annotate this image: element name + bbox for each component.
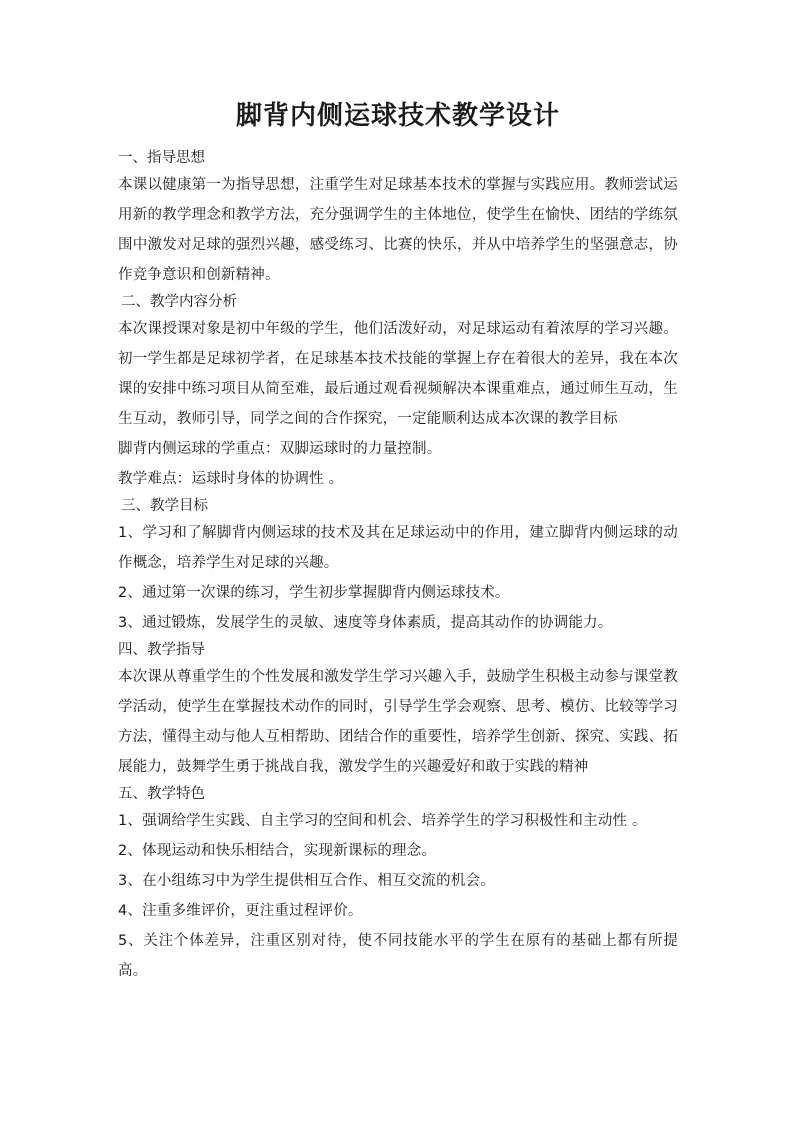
document-page xyxy=(118,96,678,986)
feature-item: 3、在小组练习中为学生提供相互合作、相互交流的机会。 xyxy=(118,873,495,889)
section-heading-content-analysis: 二、教学内容分析 xyxy=(121,294,237,310)
goal-item: 2、通过第一次课的练习，学生初步掌握脚背内侧运球技术。 xyxy=(118,585,510,601)
goal-item: 1、学习和了解脚背内侧运球的技术及其在足球运动中的作用，建立脚背内侧运球的动作概念，培养学生对足球的兴趣。 xyxy=(118,525,678,571)
section-paragraph: 本次课从尊重学生的个性发展和激发学生学习兴趣入手，鼓励学生积极主动参与课堂教学活动，使学生在掌握技术动作的同时，引导学生学会观察、思考、模仿、比较等学习方法，懂得主动与他人互相帮助、团结合作的重要性，培养学生创新、探究、实践、拓展能力，鼓舞学生勇于挑战自我，激发学生的兴趣爱好和敢于实践的精神 xyxy=(118,669,678,775)
feature-item: 5、关注个体差异，注重区别对待，使不同技能水平的学生在原有的基础上都有所提高。 xyxy=(118,933,678,979)
section-paragraph: 本课以健康第一为指导思想，注重学生对足球基本技术的掌握与实践应用。教师尝试运用新的教学理念和教学方法，充分强调学生的主体地位，使学生在愉快、团结的学练氛围中激发对足球的强烈兴趣，感受练习、比赛的快乐，并从中培养学生的坚强意志，协作竞争意识和创新精神。 xyxy=(118,177,678,283)
section-paragraph: 本次课授课对象是初中年级的学生，他们活泼好动，对足球运动有着浓厚的学习兴趣。初一学生都是足球初学者，在足球基本技术技能的掌握上存在着很大的差异，我在本次课的安排中练习项目从简至难，最后通过观看视频解决本课重难点，通过师生互动，生生互动，教师引导，同学之间的合作探究，一定能顺利达成本次课的教学目标 xyxy=(118,321,678,427)
document-title: 脚背内侧运球技术教学设计 xyxy=(235,101,560,131)
section-heading-teaching-guidance: 四、教学指导 xyxy=(118,642,205,658)
feature-item: 2、体现运动和快乐相结合，实现新课标的理念。 xyxy=(118,843,437,859)
feature-item: 1、强调给学生实践、自主学习的空间和机会、培养学生的学习积极性和主动性 。 xyxy=(118,813,647,829)
section-heading-guiding-thought: 一、指导思想 xyxy=(118,150,205,166)
difficulty-line: 教学难点：运球时身体的协调性 。 xyxy=(118,471,344,487)
feature-item: 4、注重多维评价，更注重过程评价。 xyxy=(118,903,363,919)
section-heading-teaching-features: 五、教学特色 xyxy=(118,786,205,802)
goal-item: 3、通过锻炼，发展学生的灵敏、速度等身体素质，提高其动作的协调能力。 xyxy=(118,615,613,631)
key-point-line: 脚背内侧运球的学重点：双脚运球时的力量控制。 xyxy=(118,441,442,457)
section-heading-teaching-goals: 三、教学目标 xyxy=(121,498,208,514)
